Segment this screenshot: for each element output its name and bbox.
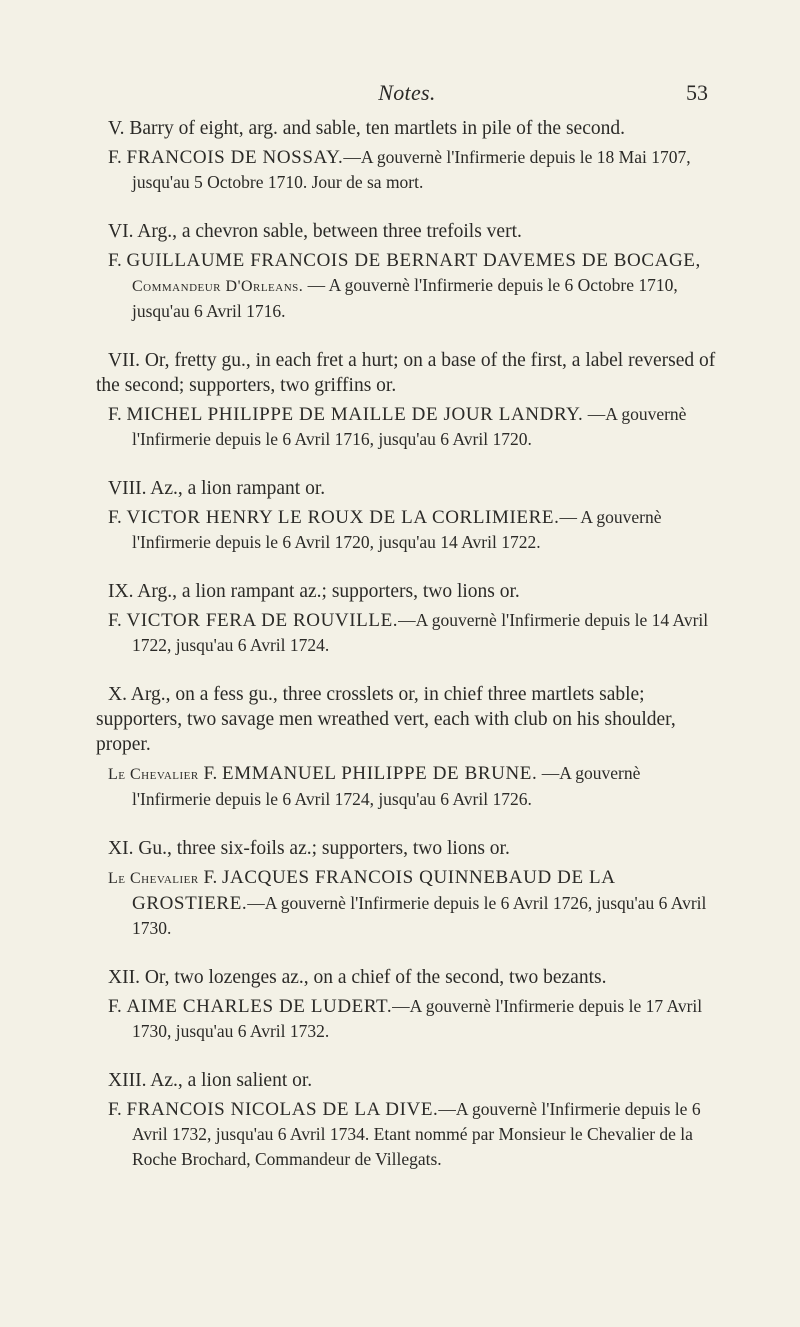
entry-v (96, 116, 718, 195)
holder-tenure: —A gouvernè l'Infirmerie depuis le 6 Avril 1716, jusqu'au 6 Avril 1720. (132, 404, 687, 449)
entry-xiii (96, 1068, 718, 1172)
holder-title: Commandeur D'Orleans. (132, 278, 304, 295)
holder-tenure: —A gouvernè l'Infirmerie depuis le 14 Avril 1722, jusqu'au 6 Avril 1724. (132, 610, 709, 655)
holder (96, 865, 718, 941)
holder-tenure: — A gouvernè l'Infirmerie depuis le 6 Octobre 1710, jusqu'au 6 Avril 1716. (132, 275, 678, 321)
holder (96, 145, 718, 195)
blazon: IX. Arg., a lion rampant az.; supporters, two lions or. (108, 581, 520, 602)
holder (96, 761, 718, 812)
holder-tenure: —A gouvernè l'Infirmerie depuis le 6 Avril 1724, jusqu'au 6 Avril 1726. (132, 763, 641, 809)
entry-xi (96, 836, 718, 941)
running-head (96, 0, 718, 116)
blazon: XII. Or, two lozenges az., on a chief of the second, two bezants. (108, 967, 607, 988)
holder-rank: Le Chevalier (108, 766, 199, 783)
holder-tenure: —A gouvernè l'Infirmerie depuis le 6 Avril 1732, jusqu'au 6 Avril 1734. Etant nommé par Monsieur le Chevalier de la Roche Brochard, Commandeur de Villegats. (132, 1099, 701, 1169)
entry-x (96, 682, 718, 812)
entry-viii (96, 476, 718, 555)
holder (96, 248, 718, 324)
holder-prefix: F. (108, 610, 127, 631)
holder-tenure: — A gouvernè l'Infirmerie depuis le 6 Avril 1720, jusqu'au 14 Avril 1722. (132, 507, 662, 552)
holder-tenure: —A gouvernè l'Infirmerie depuis le 17 Avril 1730, jusqu'au 6 Avril 1732. (132, 996, 703, 1041)
page-title: Notes. (378, 80, 436, 105)
holder-prefix: F. (198, 867, 223, 888)
holder-name: VICTOR HENRY LE ROUX DE LA CORLIMIERE. (126, 507, 560, 528)
holder-name: MICHEL PHILIPPE DE MAILLE DE JOUR LANDRY. (126, 404, 584, 425)
blazon: VII. Or, fretty gu., in each fret a hurt; on a base of the first, a label reversed of the second; supporters, two griffins or. (96, 350, 716, 396)
entry-vi (96, 219, 718, 324)
holder (96, 608, 718, 658)
holder-prefix: F. (108, 507, 127, 528)
holder-tenure: —A gouvernè l'Infirmerie depuis le 18 Mai 1707, jusqu'au 5 Octobre 1710. Jour de sa mort. (132, 147, 691, 192)
holder-name: JACQUES FRANCOIS QUINNEBAUD DE LA GROSTIERE. (132, 867, 615, 914)
holder-name: FRANCOIS NICOLAS DE LA DIVE. (126, 1099, 439, 1120)
holder (96, 402, 718, 452)
blazon: V. Barry of eight, arg. and sable, ten martlets in pile of the second. (108, 118, 625, 139)
holder-name: FRANCOIS DE NOSSAY. (126, 147, 344, 168)
holder-prefix: F. (108, 147, 127, 168)
holder (96, 1097, 718, 1172)
holder-name: AIME CHARLES DE LUDERT. (126, 996, 393, 1017)
holder-name: GUILLAUME FRANCOIS DE BERNART DAVEMES DE BOCAGE, (126, 250, 701, 271)
holder-prefix: F. (198, 763, 223, 784)
holder-prefix: F. (108, 1099, 127, 1120)
holder (96, 994, 718, 1044)
page-number: 53 (686, 80, 708, 105)
entry-vii (96, 348, 718, 452)
entry-xii (96, 965, 718, 1044)
holder-prefix: F. (108, 404, 127, 425)
holder-rank: Le Chevalier (108, 870, 199, 887)
holder-name: VICTOR FERA DE ROUVILLE. (126, 610, 399, 631)
blazon: VIII. Az., a lion rampant or. (108, 478, 326, 499)
blazon: X. Arg., on a fess gu., three crosslets or, in chief three martlets sable; supporters, two savage men wreathed vert, each with club on his shoulder, proper. (96, 684, 676, 755)
holder-prefix: F. (108, 996, 127, 1017)
holder-tenure: —A gouvernè l'Infirmerie depuis le 6 Avril 1726, jusqu'au 6 Avril 1730. (132, 893, 707, 938)
holder-prefix: F. (108, 250, 127, 271)
blazon: XI. Gu., three six-foils az.; supporters, two lions or. (108, 838, 510, 859)
blazon: XIII. Az., a lion salient or. (108, 1070, 313, 1091)
holder-name: EMMANUEL PHILIPPE DE BRUNE. (222, 763, 538, 784)
holder (96, 505, 718, 555)
blazon: VI. Arg., a chevron sable, between three trefoils vert. (108, 221, 522, 242)
entry-ix (96, 579, 718, 658)
